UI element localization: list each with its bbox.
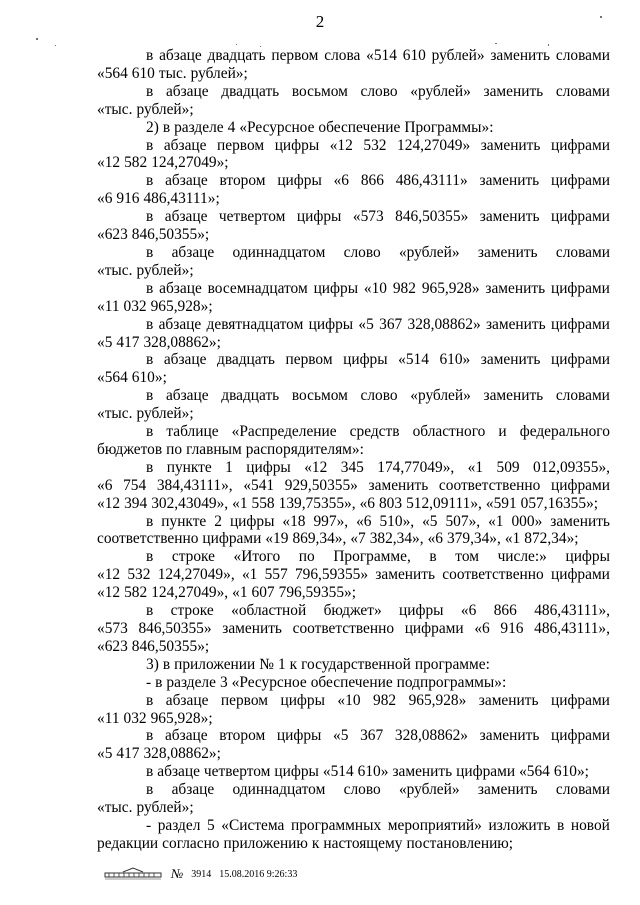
text-line: в пункте 2 цифры «18 997», «6 510», «5 507», «1 000» заменить bbox=[146, 512, 610, 530]
text-line: в абзаце восемнадцатом цифры «10 982 965,928» заменить цифрами bbox=[146, 279, 610, 297]
text-line: в абзаце одиннадцатом слово «рублей» заменить словами bbox=[146, 243, 610, 261]
text-line: соответственно цифрами «19 869,34», «7 382,34», «6 379,34», «1 872,34»; bbox=[97, 530, 579, 548]
text-line: «тыс. рублей»; bbox=[97, 405, 194, 423]
text-line: в абзаце первом цифры «12 532 124,27049» заменить цифрами bbox=[146, 136, 610, 154]
text-line: «12 532 124,27049», «1 557 796,59355» заменить соответственно цифрами bbox=[97, 566, 610, 584]
scan-speck bbox=[548, 44, 549, 46]
text-line: в абзаце девятнадцатом цифры «5 367 328,08862» заменить цифрами bbox=[146, 315, 610, 333]
text-line: «тыс. рублей»; bbox=[97, 100, 194, 118]
text-line: «тыс. рублей»; bbox=[97, 799, 194, 817]
text-line: «12 582 124,27049», «1 607 796,59355»; bbox=[97, 584, 357, 602]
text-line: в пункте 1 цифры «12 345 174,77049», «1 509 012,09355», bbox=[146, 458, 610, 476]
text-line: «6 754 384,43111», «541 929,50355» заменить соответственно цифрами bbox=[97, 476, 610, 494]
text-line: в абзаце двадцать восьмом слово «рублей» заменить словами bbox=[146, 82, 610, 100]
text-line: «564 610»; bbox=[97, 369, 167, 387]
text-line: - в разделе 3 «Ресурсное обеспечение подпрограммы»: bbox=[146, 673, 507, 691]
text-line: в абзаце двадцать восьмом слово «рублей» заменить словами bbox=[146, 387, 610, 405]
text-line: 3) в приложении № 1 к государственной программе: bbox=[146, 655, 490, 673]
page-number: 2 bbox=[315, 12, 325, 31]
text-line: «тыс. рублей»; bbox=[97, 261, 194, 279]
text-line: «12 394 302,43049», «1 558 139,75355», «6 803 512,09111», «591 057,16355»; bbox=[97, 494, 599, 512]
number-sign: № bbox=[171, 866, 184, 881]
text-line: в абзаце втором цифры «6 866 486,43111» заменить цифрами bbox=[146, 172, 610, 190]
text-line: - раздел 5 «Система программных мероприятий» изложить в новой bbox=[146, 816, 610, 834]
text-line: бюджетов по главным распорядителям»: bbox=[97, 440, 364, 458]
scan-speck bbox=[495, 43, 497, 44]
text-line: в абзаце четвертом цифры «514 610» заменить цифрами «564 610»; bbox=[146, 763, 589, 781]
scan-timestamp: 15.08.2016 9:26:33 bbox=[219, 868, 298, 880]
text-line: в абзаце первом цифры «10 982 965,928» заменить цифрами bbox=[146, 691, 610, 709]
text-line: «623 846,50355»; bbox=[97, 226, 210, 244]
text-line: в абзаце двадцать первом слова «514 610 рублей» заменить словами bbox=[146, 47, 610, 64]
text-line: в абзаце двадцать первом цифры «514 610» заменить цифрами bbox=[146, 351, 610, 369]
text-line: в абзаце втором цифры «5 367 328,08862» заменить цифрами bbox=[146, 727, 610, 745]
text-line: в абзаце одиннадцатом слово «рублей» заменить словами bbox=[146, 781, 610, 799]
text-line: «5 417 328,08862»; bbox=[97, 745, 221, 763]
text-line: в абзаце четвертом цифры «573 846,50355» заменить цифрами bbox=[146, 208, 610, 226]
registry-stamp-icon bbox=[103, 866, 163, 882]
text-line: «12 582 124,27049»; bbox=[97, 154, 229, 172]
document-body bbox=[97, 47, 610, 853]
text-line: «6 916 486,43111»; bbox=[97, 190, 220, 208]
document-footer bbox=[103, 866, 297, 882]
document-number: 3914 bbox=[191, 868, 212, 880]
text-line: «573 846,50355» заменить соответственно цифрами «6 916 486,43111», bbox=[97, 620, 610, 637]
text-line: в таблице «Распределение средств областного и федерального bbox=[146, 423, 610, 441]
text-line: редакции согласно приложению к настоящему постановлению; bbox=[97, 834, 514, 852]
text-line: «564 610 тыс. рублей»; bbox=[97, 64, 248, 82]
scan-speck bbox=[55, 45, 56, 46]
text-line: «623 846,50355»; bbox=[97, 637, 210, 655]
text-line: «5 417 328,08862»; bbox=[97, 333, 221, 351]
scan-speck bbox=[600, 16, 602, 18]
text-line: 2) в разделе 4 «Ресурсное обеспечение Программы»: bbox=[146, 118, 494, 136]
text-line: «11 032 965,928»; bbox=[97, 297, 213, 315]
text-line: «11 032 965,928»; bbox=[97, 709, 213, 727]
scan-speck bbox=[36, 38, 38, 40]
text-line: в строке «Итого по Программе, в том числе:» цифры bbox=[146, 548, 610, 566]
scan-speck bbox=[260, 46, 261, 47]
text-line: в строке «областной бюджет» цифры «6 866 486,43111», bbox=[146, 602, 610, 620]
scan-speck bbox=[236, 44, 237, 45]
